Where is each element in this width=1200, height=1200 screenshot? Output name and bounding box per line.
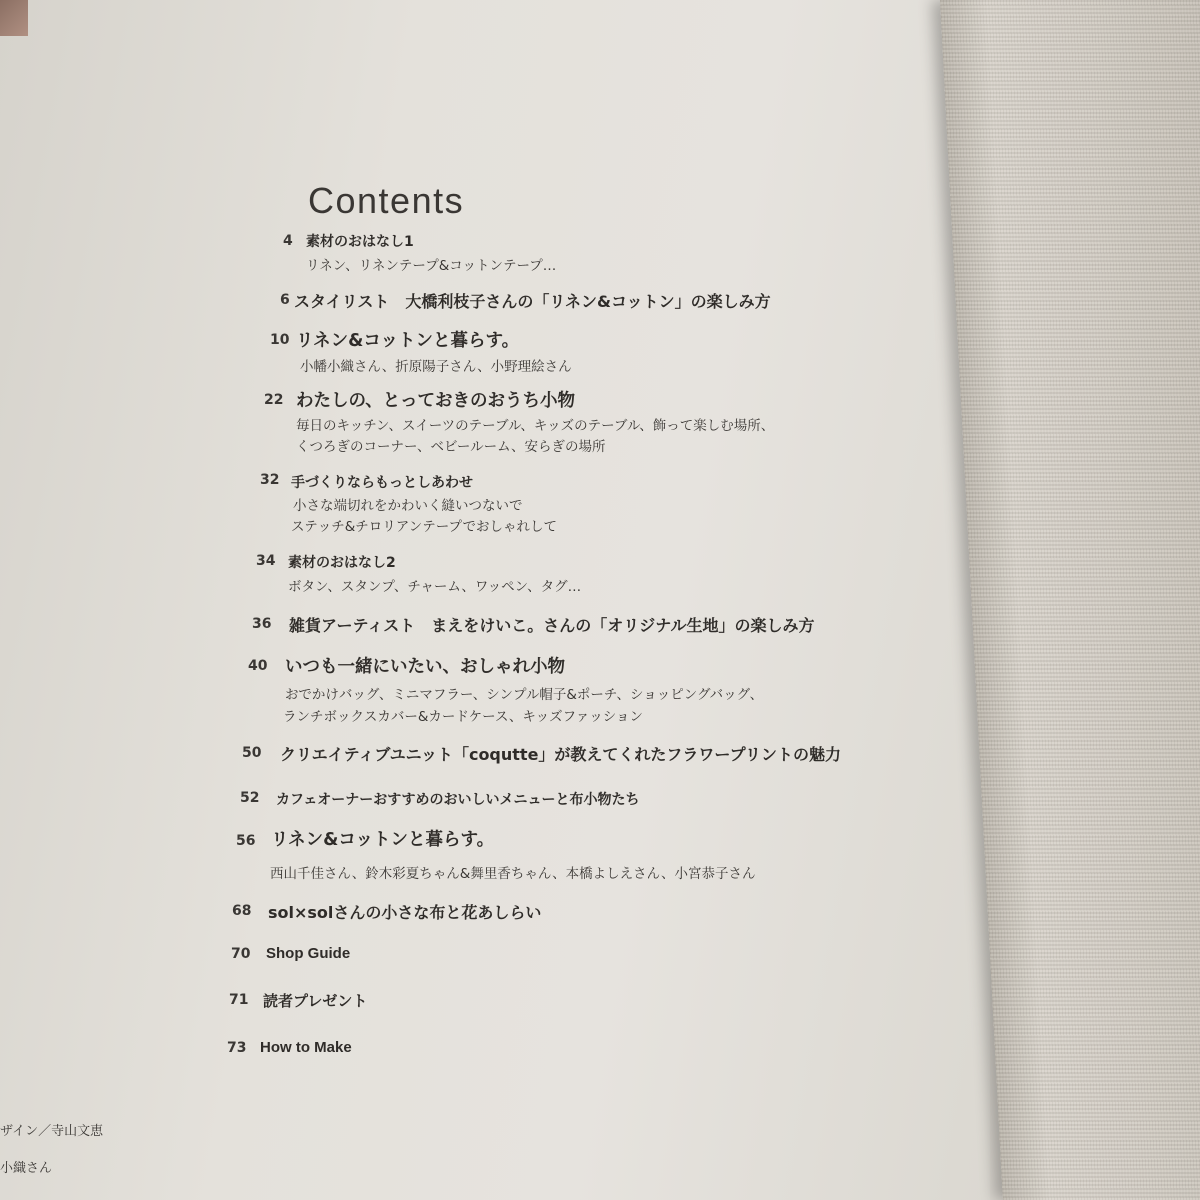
entry-title: わたしの、とっておきのおうち小物 (296, 391, 575, 411)
entry-title: How to Make (260, 1039, 352, 1056)
entry-subtitle: おでかけバッグ、ミニマフラー、シンプル帽子&ポーチ、ショッピングバッグ、 (285, 687, 764, 703)
entry-subtitle: 毎日のキッチン、スイーツのテーブル、キッズのテーブル、飾って楽しむ場所、 (296, 418, 775, 434)
entry-subtitle: ボタン、スタンプ、チャーム、ワッペン、タグ… (288, 579, 582, 595)
page-number: 6 (280, 292, 290, 308)
entry-title: 読者プレゼント (263, 992, 368, 1010)
contents-heading: Contents (308, 180, 465, 221)
entry-subtitle: 小幡小織さん、折原陽子さん、小野理絵さん (300, 359, 572, 375)
entry-title: いつも一緒にいたい、おしゃれ小物 (285, 657, 565, 677)
page-number: 56 (236, 833, 256, 849)
credit-line: 小織さん (0, 1161, 53, 1176)
entry-title: 素材のおはなし2 (288, 555, 396, 571)
entry-title: 素材のおはなし1 (306, 234, 414, 250)
page-number: 50 (242, 745, 262, 761)
page-number: 34 (256, 553, 276, 569)
entry-title: リネン&コットンと暮らす。 (296, 331, 520, 351)
page-number: 71 (229, 992, 249, 1008)
entry-subtitle: 小さな端切れをかわいく縫いつないで (293, 498, 523, 514)
page-number: 36 (252, 616, 272, 632)
entry-title: 手づくりならもっとしあわせ (291, 475, 473, 491)
page-number: 4 (283, 233, 293, 249)
entry-title: Shop Guide (266, 945, 351, 962)
page-number: 70 (231, 946, 251, 962)
page-number: 52 (240, 790, 260, 806)
entry-title: スタイリスト 大橋利枝子さんの「リネン&コットン」の楽しみ方 (294, 292, 771, 311)
entry-title: クリエイティブユニット「coqutte」が教えてくれたフラワープリントの魅力 (280, 745, 841, 764)
entry-subtitle: リネン、リネンテープ&コットンテープ… (306, 258, 557, 274)
entry-title: sol×solさんの小さな布と花あしらい (268, 903, 542, 922)
entry-title: カフェオーナーおすすめのおいしいメニューと布小物たち (276, 792, 640, 808)
page-number: 22 (264, 392, 284, 408)
page-number: 40 (248, 658, 268, 674)
credit-line: ザイン／寺山文恵 (0, 1124, 104, 1139)
entry-subtitle: ランチボックスカバー&カードケース、キッズファッション (283, 709, 644, 725)
page-number: 68 (232, 903, 252, 919)
entry-title: リネン&コットンと暮らす。 (271, 830, 495, 850)
entry-subtitle: 西山千佳さん、鈴木彩夏ちゃん&舞里香ちゃん、本橋よしえさん、小宮恭子さん (270, 866, 756, 882)
entry-title: 雑貨アーティスト まえをけいこ。さんの「オリジナル生地」の楽しみ方 (289, 616, 815, 635)
page-number: 10 (270, 332, 290, 348)
page-number: 32 (260, 472, 280, 488)
entry-subtitle: くつろぎのコーナー、ベビールーム、安らぎの場所 (296, 439, 606, 455)
entry-subtitle: ステッチ&チロリアンテープでおしゃれして (291, 519, 557, 535)
page-number: 73 (227, 1040, 247, 1056)
